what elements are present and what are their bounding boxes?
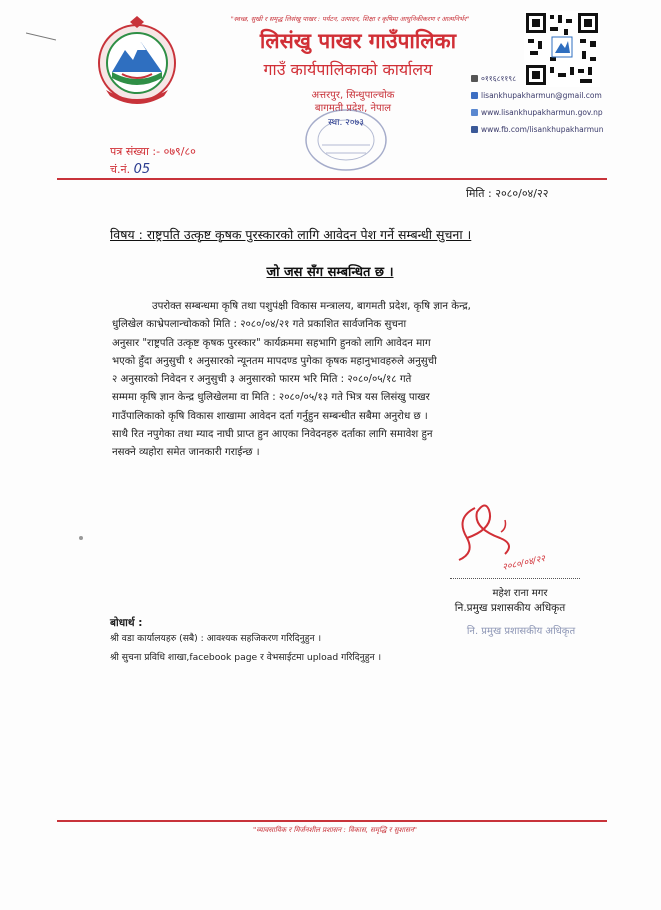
letter-body — [112, 298, 582, 463]
body-line: नसक्ने व्यहोरा समेत जानकारी गराईन्छ । — [112, 447, 260, 459]
signed-date: २०८०/०४/२२ — [501, 554, 547, 573]
header-motto: "स्वच्छ, सुखी र समृद्ध लिसंखु पाखर : पर्यटन, उत्पादन, शिक्षा र कृषिमा आधुनिकीकरण र आत्मनिर्भर" — [230, 15, 470, 23]
contact-email[interactable] — [471, 89, 661, 102]
contact-website[interactable] — [471, 106, 661, 119]
cc-item: श्री सुचना प्रविधि शाखा,facebook page र वेभसाईटमा upload गरिदिनुहुन । — [110, 652, 382, 663]
body-line: भएको हुँदा अनुसुची १ अनुसारको न्यूनतम मापदण्ड पुगेका कृषक महानुभावहरुले अनुसुची — [112, 355, 437, 367]
footer-motto: "व्यावसायिक र मिर्जनशील प्रशासन : विकास, समृद्धि र सुशासन" — [253, 826, 417, 834]
contact-facebook[interactable] — [471, 123, 661, 136]
body-line: २ अनुसारको निवेदन र अनुसुची ३ अनुसारको फारम भरि मिति : २०८०/०५/१८ गते — [112, 374, 412, 386]
dispatch-number — [110, 162, 150, 177]
facebook-text[interactable]: www.fb.com/lisankhupakharmun — [481, 125, 604, 134]
dispatch-stamp — [300, 105, 392, 175]
body-line: उपरोक्त सम्बन्धमा कृषि तथा पशुपंक्षी विकास मन्त्रालय, बागमती प्रदेश, कृषि ज्ञान केन्द्र, — [152, 301, 471, 312]
dispatch-value: 05 — [133, 162, 151, 177]
email-text[interactable]: lisankhupakharmun@gmail.com — [481, 91, 602, 100]
body-line: सम्ममा कृषि ज्ञान केन्द्र धुलिखेलमा वा मिति : २०८०/०५/१३ गते भित्र यस लिसंखु पाखर — [112, 392, 430, 404]
phone-text: ०११६८११९८ — [481, 73, 517, 83]
address-line-1: अत्तरपुर, सिन्धुपाल्चोक — [311, 90, 395, 101]
scan-mark — [26, 31, 56, 41]
office-name: लिसंखु पाखर गाउँपालिका — [259, 29, 457, 53]
body-line: साथै रित नपुगेका तथा म्याद नाघी प्राप्त हुन आएका निवेदनहरु दर्ताका लागि समावेश हुन — [112, 429, 433, 441]
letter-subject: विषय : राष्ट्रपति उत्कृष्ट कृषक पुरस्कारको लागि आवेदन पेश गर्ने सम्बन्धी सुचना । — [110, 227, 472, 242]
signer-name: महेश राना मगर — [492, 588, 548, 599]
scan-dot — [79, 536, 83, 540]
dispatch-label: चं.नं. — [110, 163, 131, 176]
salutation: जो जस सँग सम्बन्धित छ । — [266, 265, 394, 280]
body-line: गाउँपालिकाको कृषि विकास शाखामा आवेदन दर्ता गर्नुहुन सम्बन्धीत सबैमा अनुरोध छ । — [112, 410, 428, 422]
body-line: अनुसार "राष्ट्रपति उत्कृष्ट कृषक पुरस्कार" कार्यक्रममा सहभागि हुनको लागि आवेदन माग — [112, 337, 431, 349]
body-line: धुलिखेल काभ्रेपलान्चोकको मिति : २०८०/०४/२१ गते प्रकाशित सार्वजनिक सुचना — [112, 319, 407, 331]
contact-block — [471, 72, 661, 140]
website-text[interactable]: www.lisankhupakharmun.gov.np — [481, 108, 603, 117]
letter-number — [110, 144, 196, 159]
email-icon — [471, 92, 478, 99]
header-divider — [57, 178, 607, 180]
footer-divider — [57, 820, 607, 822]
phone-icon — [471, 75, 478, 82]
cc-heading: बोधार्थ : — [110, 617, 143, 629]
office-subtitle: गाउँ कार्यपालिकाको कार्यालय — [263, 60, 433, 79]
nepal-emblem-icon — [92, 16, 182, 106]
facebook-icon — [471, 126, 478, 133]
address-line-2: बागमती प्रदेश, नेपाल — [314, 103, 392, 114]
signature-line — [450, 578, 580, 579]
contact-phone — [471, 72, 661, 85]
signer-stamp: नि. प्रमुख प्रशासकीय अधिकृत — [466, 626, 576, 637]
stamp-text: स्था. २०७३ — [328, 118, 364, 128]
globe-icon — [471, 109, 478, 116]
signature-mark — [445, 498, 575, 578]
cc-item: श्री वडा कार्यालयहरु (सबै) : आवश्यक सहजिकरण गरिदिनुहुन । — [110, 633, 322, 644]
letter-number-label: पत्र संख्या :- — [110, 145, 161, 158]
letter-date: मिति : २०८०/०४/२२ — [466, 187, 549, 200]
signer-title: नि.प्रमुख प्रशासकीय अधिकृत — [454, 602, 566, 614]
letter-number-value: ०७९/८० — [163, 145, 196, 158]
